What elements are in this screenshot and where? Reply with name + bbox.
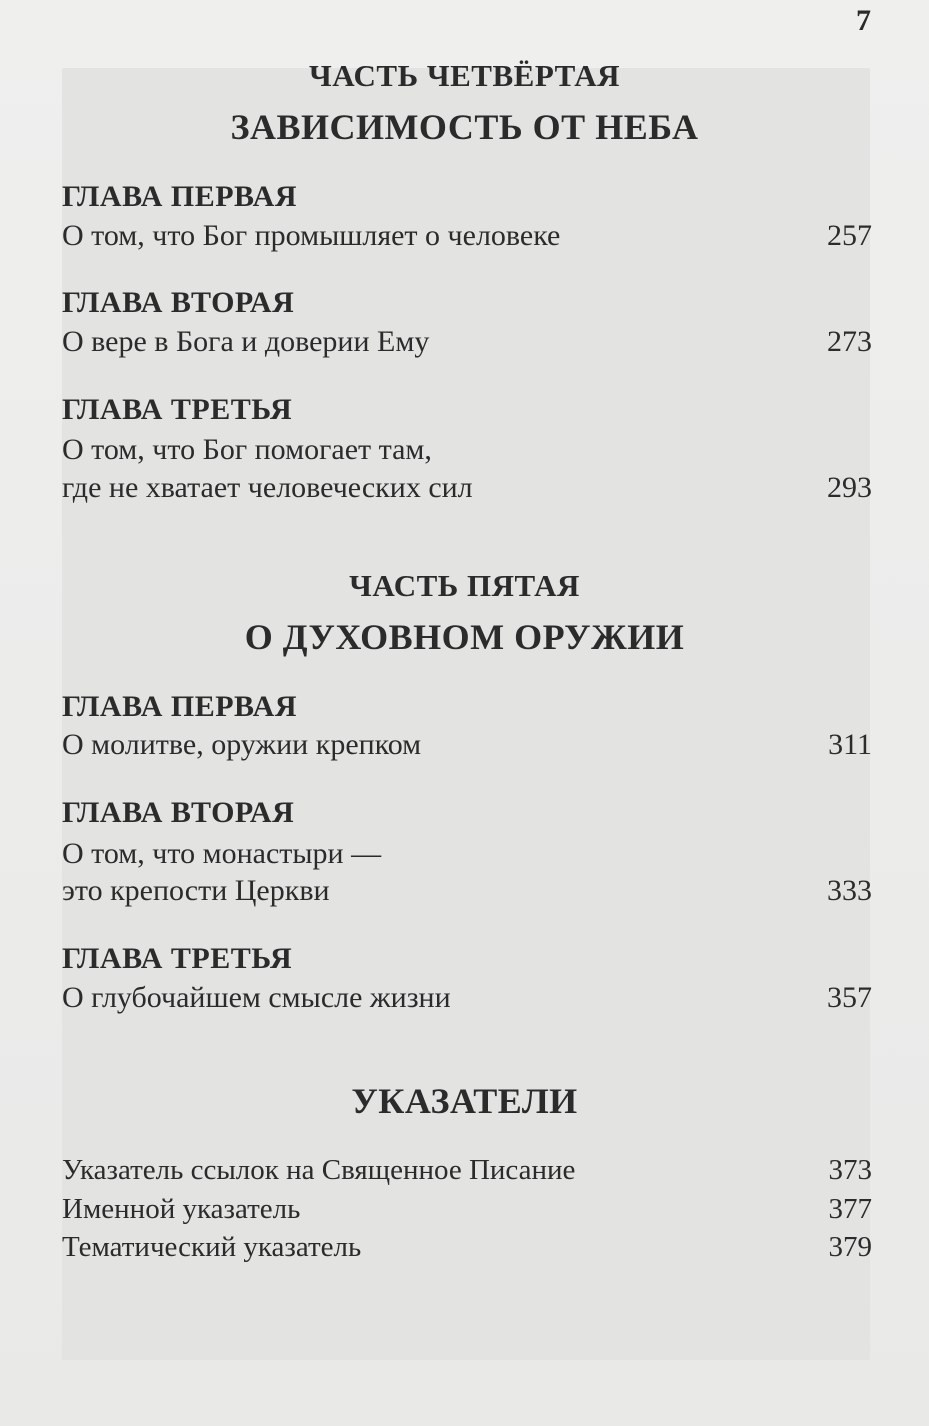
chapter-title: О вере в Бога и доверии Ему [62,325,430,358]
chapter-page-number: 311 [828,728,872,761]
chapter-title: О том, что Бог помогает там, [62,433,432,466]
part5-chapter2-line1 [62,836,872,872]
chapter-page-number: 257 [827,219,872,252]
chapter-title: О молитве, оружии крепком [62,728,422,761]
part4-chapter2-entry[interactable] [62,324,872,360]
part4-chapter3-entry[interactable] [62,470,872,506]
part5-chapter1-entry[interactable] [62,727,872,763]
chapter-title: где не хватает человеческих сил [62,471,473,504]
part4-chapter3-line1 [62,432,872,468]
part4-chapter1-label: ГЛАВА ПЕРВАЯ [62,180,297,213]
part4-chapter2-label: ГЛАВА ВТОРАЯ [62,286,295,319]
index-entry-names[interactable] [62,1191,872,1227]
index-page-number: 377 [828,1193,872,1225]
index-label: Указатель ссылок на Священное Писание [62,1154,576,1186]
page-number: 7 [856,4,871,37]
part5-chapter2-entry[interactable] [62,873,872,909]
chapter-title: это крепости Церкви [62,874,330,907]
part5-chapter2-label: ГЛАВА ВТОРАЯ [62,796,295,829]
index-label: Именной указатель [62,1193,301,1225]
chapter-page-number: 273 [827,325,872,358]
chapter-page-number: 333 [827,874,872,907]
chapter-title: О глубочайшем смысле жизни [62,981,451,1014]
part5-chapter1-label: ГЛАВА ПЕРВАЯ [62,690,297,723]
index-label: Тематический указатель [62,1231,362,1263]
part5-title: О ДУХОВНОМ ОРУЖИИ [244,617,685,657]
chapter-page-number: 293 [827,471,872,504]
part5-chapter3-entry[interactable] [62,980,872,1016]
part5-chapter3-label: ГЛАВА ТРЕТЬЯ [62,942,293,975]
index-page-number: 373 [828,1154,872,1186]
part4-title: ЗАВИСИМОСТЬ ОТ НЕБА [230,107,699,147]
index-entry-topics[interactable] [62,1229,872,1265]
part5-label: ЧАСТЬ ПЯТАЯ [349,568,580,603]
index-entry-scripture[interactable] [62,1152,872,1188]
chapter-title: О том, что монастыри — [62,837,382,870]
part4-chapter3-label: ГЛАВА ТРЕТЬЯ [62,393,293,426]
part4-chapter1-entry[interactable] [62,218,872,254]
indexes-title: УКАЗАТЕЛИ [351,1081,578,1121]
chapter-title: О том, что Бог промышляет о человеке [62,219,561,252]
chapter-page-number: 357 [827,981,872,1014]
part4-label: ЧАСТЬ ЧЕТВЁРТАЯ [308,58,621,93]
index-page-number: 379 [828,1231,872,1263]
